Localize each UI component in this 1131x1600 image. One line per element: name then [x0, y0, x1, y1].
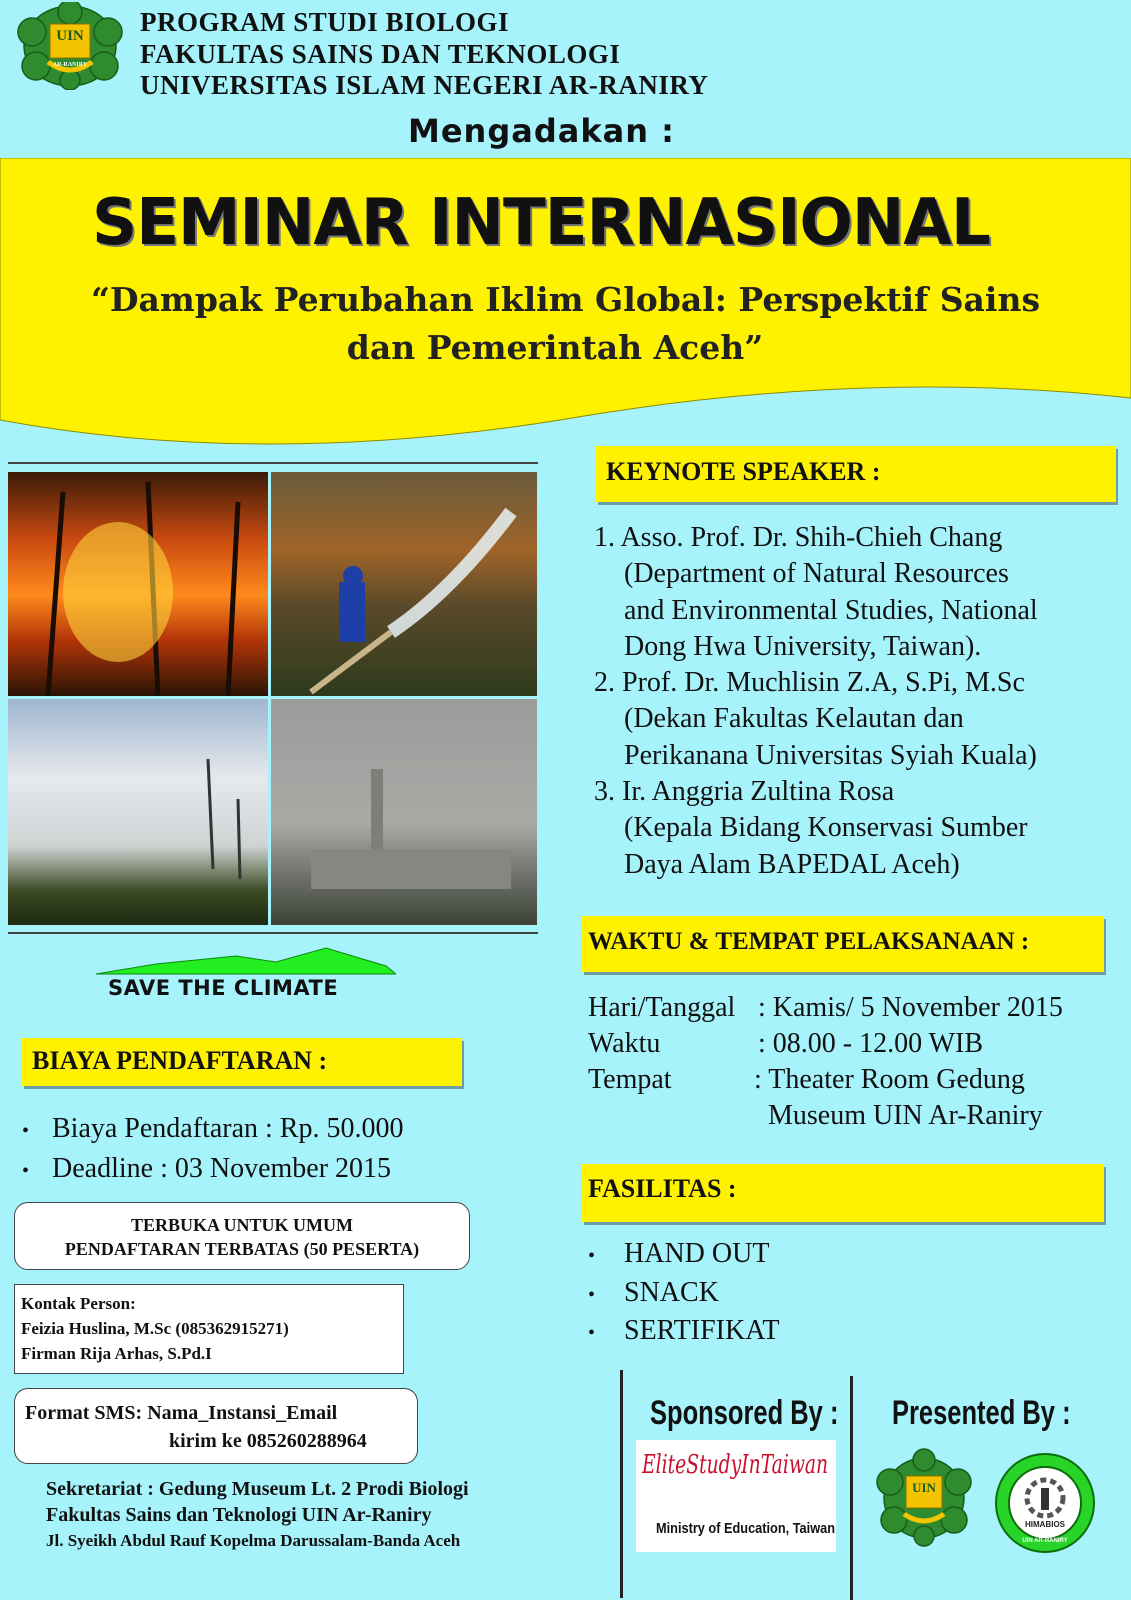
uin-logo-small — [874, 1448, 974, 1548]
sponsor-title: Sponsored By : — [650, 1394, 839, 1432]
photo-bottom-rule — [8, 932, 538, 934]
keynote-affil-1b: and Environmental Studies, National — [624, 594, 1038, 626]
waktu-title: WAKTU & TEMPAT PELAKSANAAN : — [582, 916, 1104, 972]
keynote-speaker-3: 3. Ir. Anggria Zultina Rosa — [594, 776, 895, 808]
sekretariat-line-1: Sekretariat : Gedung Museum Lt. 2 Prodi Biologi — [46, 1478, 469, 1500]
waktu-row-hari: Hari/Tanggal : Kamis/ 5 November 2015 — [588, 992, 1063, 1023]
seminar-title: SEMINAR INTERNASIONAL — [92, 186, 990, 260]
waktu-row-tempat: Tempat : Theater Room Gedung — [588, 1064, 1025, 1095]
bullet-icon: • — [22, 1160, 30, 1182]
photo-top-rule — [8, 462, 538, 464]
waktu-details — [588, 990, 1118, 1134]
keynote-list — [594, 520, 1038, 883]
himabios-logo-text: HIMABIOS — [1025, 1520, 1065, 1529]
keynote-speaker-1: 1. Asso. Prof. Dr. Shih-Chieh Chang — [594, 522, 1003, 553]
presented-title: Presented By : — [892, 1394, 1071, 1432]
uin-logo-small-text: UIN — [912, 1480, 936, 1495]
keynote-affil-1c: Dong Hwa University, Taiwan). — [624, 630, 982, 662]
sekretariat — [46, 1476, 469, 1554]
sponsor-logo-text: EliteStudyInTaiwan — [642, 1450, 829, 1480]
notice-line-1: TERBUKA UNTUK UMUM — [130, 1215, 353, 1235]
header-line-3: UNIVERSITAS ISLAM NEGERI AR-RANIRY — [140, 70, 709, 100]
sponsor-logo — [636, 1440, 836, 1552]
waktu-row-tempat-2: Museum UIN Ar-Raniry — [768, 1100, 1043, 1131]
keynote-affil-3a: (Kepala Bidang Konservasi Sumber — [624, 812, 1028, 844]
contact-line-1: Feizia Huslina, M.Sc (085362915271) — [21, 1319, 289, 1338]
notice-box — [14, 1202, 470, 1270]
biaya-title: BIAYA PENDAFTARAN : — [22, 1038, 462, 1086]
sponsor-divider-right — [850, 1376, 853, 1600]
seminar-banner — [0, 158, 1131, 458]
keynote-affil-3b: Daya Alam BAPEDAL Aceh) — [624, 848, 960, 880]
contact-line-2: Firman Rija Arhas, S.Pd.I — [21, 1344, 212, 1363]
fasilitas-title: FASILITAS : — [582, 1164, 1104, 1222]
keynote-affil-1a: (Department of Natural Resources — [624, 558, 1009, 590]
bullet-icon: • — [588, 1322, 596, 1344]
seminar-subtitle-1: “Dampak Perubahan Iklim Global: Perspektif Sains — [90, 280, 1041, 319]
contact-box — [14, 1284, 404, 1374]
sms-box — [14, 1388, 418, 1464]
firefighter-photo — [271, 472, 537, 696]
keynote-title: KEYNOTE SPEAKER : — [596, 446, 1116, 502]
himabios-logo — [994, 1452, 1096, 1554]
list-item: • SERTIFIKAT — [588, 1313, 779, 1352]
seminar-subtitle-2: dan Pemerintah Aceh” — [346, 328, 764, 367]
waktu-row-waktu: Waktu : 08.00 - 12.00 WIB — [588, 1028, 984, 1059]
header-line-1: PROGRAM STUDI BIOLOGI — [140, 7, 510, 37]
bullet-icon: • — [22, 1120, 30, 1142]
sms-line-2: kirim ke 085260288964 — [169, 1430, 367, 1452]
keynote-affil-2a: (Dekan Fakultas Kelautan dan — [624, 703, 964, 735]
keynote-speaker-2: 2. Prof. Dr. Muchlisin Z.A, S.Pi, M.Sc — [594, 667, 1025, 699]
list-item: • Biaya Pendaftaran : Rp. 50.000 — [22, 1110, 403, 1150]
haze-city-photo — [271, 699, 537, 925]
mengadakan-heading: Mengadakan : — [408, 112, 675, 150]
uin-logo — [14, 2, 126, 90]
sekretariat-line-2: Fakultas Sains dan Teknologi UIN Ar-Raniry — [46, 1504, 432, 1526]
sponsor-divider-left — [620, 1370, 623, 1598]
keynote-affil-2b: Perikanana Universitas Syiah Kuala) — [624, 739, 1037, 771]
himabios-logo-sub: UIN AR-RANIRY — [1022, 1538, 1068, 1544]
fasilitas-list — [588, 1236, 779, 1352]
header-line-2: FAKULTAS SAINS DAN TEKNOLOGI — [140, 39, 621, 69]
forest-fire-photo — [8, 472, 268, 696]
uin-logo-text: UIN — [56, 28, 84, 44]
sms-line-1: Format SMS: Nama_Instansi_Email — [25, 1402, 338, 1424]
biaya-list — [22, 1110, 403, 1190]
uin-logo-sub: AR-RANIRY — [52, 62, 88, 68]
save-climate-text: SAVE THE CLIMATE — [108, 976, 339, 1000]
bullet-icon: • — [588, 1245, 596, 1267]
list-item: • HAND OUT — [588, 1236, 779, 1275]
sekretariat-line-3: Jl. Syeikh Abdul Rauf Kopelma Darussalam-Banda Aceh — [46, 1531, 461, 1550]
sponsor-logo-sub: Ministry of Education, Taiwan — [656, 1520, 835, 1537]
notice-line-2: PENDAFTARAN TERBATAS (50 PESERTA) — [64, 1239, 420, 1259]
smoke-field-photo — [8, 699, 268, 925]
list-item: • Deadline : 03 November 2015 — [22, 1150, 403, 1190]
list-item: • SNACK — [588, 1275, 779, 1314]
contact-title: Kontak Person: — [21, 1294, 136, 1313]
bullet-icon: • — [588, 1283, 596, 1306]
save-climate-graphic — [96, 946, 396, 1006]
